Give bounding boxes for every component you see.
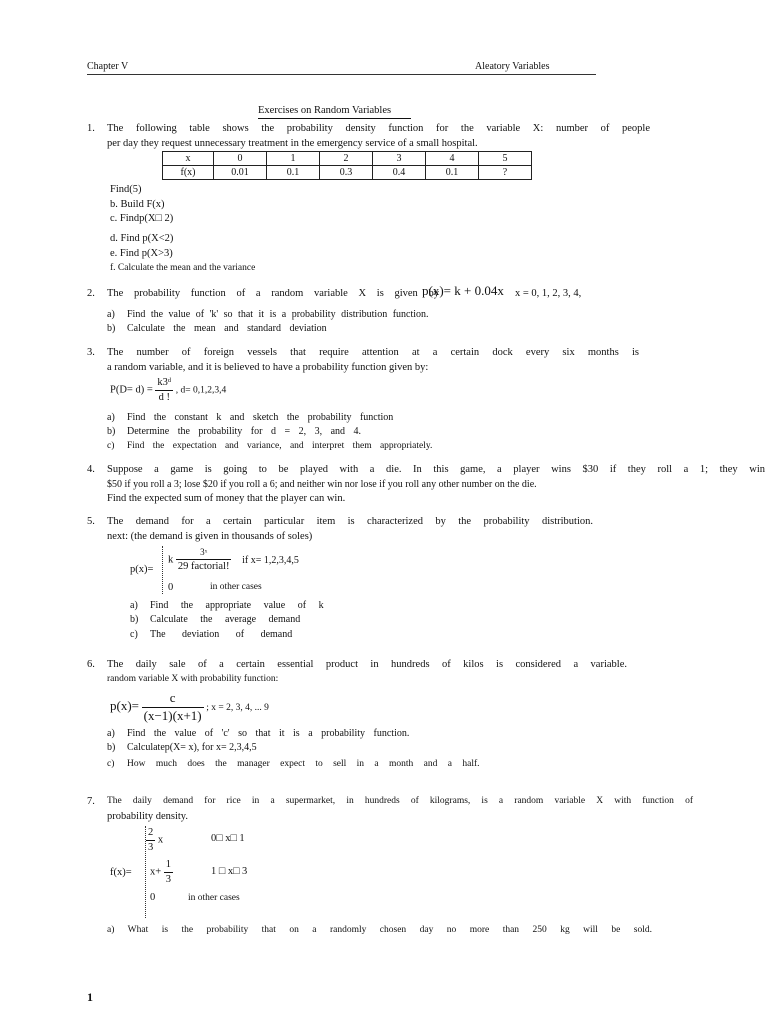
ex5-part-b xyxy=(130,613,300,626)
header-topic: Aleatory Variables xyxy=(475,61,550,72)
part-text: How much does the manager expect to sell in a month and a half. xyxy=(127,759,480,769)
part-label: b) xyxy=(107,426,116,437)
formula-fraction xyxy=(155,376,173,404)
table-cell: f(x) xyxy=(163,166,214,180)
ex2-number: 2. xyxy=(87,288,95,299)
fraction-denominator: 29 factorial! xyxy=(177,560,230,572)
part-text: Calculate the mean and standard deviation xyxy=(127,323,327,334)
ex5-part-a xyxy=(130,599,324,612)
ex5-piece2-value: 0 xyxy=(168,582,174,593)
formula-fraction xyxy=(146,826,155,854)
ex1-item-b: b. Build F(x) xyxy=(110,199,165,210)
ex3-number: 3. xyxy=(87,347,95,358)
piece-prefix: x+ xyxy=(150,866,162,878)
fraction-numerator: 2 xyxy=(146,826,155,841)
ex6-number: 6. xyxy=(87,659,95,670)
part-text: Determine the probability for d = 2, 3, and 4. xyxy=(127,426,362,437)
ex2-part-b xyxy=(107,322,327,335)
table-cell: ? xyxy=(479,166,532,180)
part-label: b) xyxy=(130,614,139,625)
part-label: a) xyxy=(107,412,115,423)
ex7-part-a xyxy=(107,924,652,936)
formula-fraction xyxy=(142,690,204,725)
fraction-denominator: d ! xyxy=(158,391,170,403)
ex7-line1: The daily demand for rice in a supermarket, in hundreds of kilograms, is a random variable X with function of xyxy=(107,796,693,806)
probability-table xyxy=(162,151,532,180)
part-label: c) xyxy=(107,441,115,451)
ex5-line2: next: (the demand is given in thousands of soles) xyxy=(107,531,313,542)
part-label: b) xyxy=(107,323,116,334)
fraction-numerator: c xyxy=(142,690,204,708)
piece-condition: if x= 1,2,3,4,5 xyxy=(242,554,299,566)
ex1-item-c: c. Findp(X□ 2) xyxy=(110,213,174,224)
ex3-part-a xyxy=(107,411,393,424)
ex3-part-b xyxy=(107,425,361,438)
ex3-formula xyxy=(110,376,226,404)
ex7-formula-lhs: f(x)= xyxy=(110,867,132,878)
part-text: Find the expectation and variance, and interpret them appropriately. xyxy=(127,441,433,451)
ex6-line2: random variable X with probability function: xyxy=(107,674,279,684)
part-text: Find the appropriate value of k xyxy=(150,600,324,611)
ex2-domain: x = 0, 1, 2, 3, 4, xyxy=(515,288,582,299)
table-row-x xyxy=(163,152,532,166)
ex7-piece3-value: 0 xyxy=(150,892,156,903)
ex5-part-c xyxy=(130,628,292,641)
fraction-denominator: 3 xyxy=(165,873,172,885)
piece-k: k xyxy=(168,554,174,566)
table-cell: 0.3 xyxy=(320,166,373,180)
part-text: Calculatep(X= x), for x= 2,3,4,5 xyxy=(127,742,257,753)
fraction-denominator: (x−1)(x+1) xyxy=(143,707,202,723)
table-cell: 3 xyxy=(373,152,426,166)
ex3-part-c xyxy=(107,440,432,452)
ex5-formula-lhs: p(x)= xyxy=(130,564,154,575)
page-number: 1 xyxy=(87,990,93,1004)
ex1-line2: per day they request unnecessary treatment in the emergency service of a small hospital. xyxy=(107,138,478,149)
ex3-line2: a random variable, and it is believed to have a probability function given by: xyxy=(107,362,429,373)
fraction-numerator: 1 xyxy=(164,858,173,873)
ex6-part-a xyxy=(107,727,409,740)
ex7-number: 7. xyxy=(87,796,95,807)
formula-fraction xyxy=(164,858,173,886)
ex5-piece2-condition: in other cases xyxy=(210,582,262,592)
part-label: a) xyxy=(107,728,115,739)
ex2-line1: The probability function of a random variable X is given by xyxy=(107,288,439,299)
ex1-number: 1. xyxy=(87,123,95,134)
part-text: The deviation of demand xyxy=(150,629,293,640)
table-cell: 5 xyxy=(479,152,532,166)
table-cell: 0 xyxy=(214,152,267,166)
ex6-formula xyxy=(110,690,269,725)
ex1-line1: The following table shows the probability density function for the variable X: number of people xyxy=(107,123,650,134)
page-title: Exercises on Random Variables xyxy=(258,104,411,119)
formula-lhs: P(D= d) = xyxy=(110,384,153,396)
ex7-piece1-condition: 0□ x□ 1 xyxy=(211,833,245,844)
fraction-numerator: k3ᵈ xyxy=(155,376,173,391)
table-cell: 4 xyxy=(426,152,479,166)
ex7-piece1 xyxy=(146,826,163,854)
part-text: Find the constant k and sketch the probability function xyxy=(127,412,394,423)
ex4-number: 4. xyxy=(87,464,95,475)
part-label: c) xyxy=(130,629,138,640)
ex6-part-c xyxy=(107,758,480,770)
part-label: b) xyxy=(107,742,116,753)
part-text: What is the probability that on a randomly chosen day no more than 250 kg will be sold. xyxy=(127,925,652,935)
table-cell: 1 xyxy=(267,152,320,166)
part-text: Find the value of 'c' so that it is a probability function. xyxy=(127,728,410,739)
table-cell: x xyxy=(163,152,214,166)
ex4-line1: Suppose a game is going to be played with a die. In this game, a player wins $30 if they roll a 1; they win xyxy=(107,464,765,475)
ex5-number: 5. xyxy=(87,516,95,527)
part-label: a) xyxy=(107,925,115,935)
ex5-line1: The demand for a certain particular item is characterized by the probability distribution. xyxy=(107,516,593,527)
table-cell: 0.01 xyxy=(214,166,267,180)
ex1-item-f: f. Calculate the mean and the variance xyxy=(110,263,256,273)
formula-domain: , d= 0,1,2,3,4 xyxy=(175,385,227,396)
table-cell: 2 xyxy=(320,152,373,166)
ex2-part-a xyxy=(107,308,429,321)
part-label: a) xyxy=(130,600,138,611)
fraction-numerator: 3ˣ xyxy=(176,547,232,560)
ex7-piece2 xyxy=(150,858,173,886)
ex7-piece3-condition: in other cases xyxy=(188,893,240,903)
header-rule xyxy=(87,74,596,75)
ex4-line2: $50 if you roll a 3; lose $20 if you roll a 6; and neither win nor lose if you roll any other number on the die. xyxy=(107,479,537,490)
ex6-line1: The daily sale of a certain essential product in hundreds of kilos is considered a variable. xyxy=(107,659,627,670)
ex6-part-b xyxy=(107,741,257,754)
ex2-formula: p(x)= k + 0.04x xyxy=(422,283,504,298)
header-chapter: Chapter V xyxy=(87,61,129,72)
table-cell: 0.1 xyxy=(267,166,320,180)
ex5-piece1 xyxy=(168,547,299,573)
part-label: c) xyxy=(107,759,115,769)
ex7-piece2-condition: 1 □ x□ 3 xyxy=(211,866,248,877)
formula-lhs: p(x)= xyxy=(110,697,139,713)
part-label: a) xyxy=(107,309,115,320)
ex1-item-e: e. Find p(X>3) xyxy=(110,248,173,259)
ex7-line2: probability density. xyxy=(107,811,188,822)
formula-domain: ; x = 2, 3, 4, ... 9 xyxy=(206,702,269,713)
piece-variable: x xyxy=(157,834,164,846)
ex4-line3: Find the expected sum of money that the player can win. xyxy=(107,493,346,504)
table-cell: 0.1 xyxy=(426,166,479,180)
table-row-fx xyxy=(163,166,532,180)
part-text: Find the value of 'k' so that it is a probability distribution function. xyxy=(127,309,429,320)
table-cell: 0.4 xyxy=(373,166,426,180)
ex1-item-d: d. Find p(X<2) xyxy=(110,233,174,244)
ex1-item-a: Find(5) xyxy=(110,184,142,195)
ex3-line1: The number of foreign vessels that require attention at a certain dock every six months is xyxy=(107,347,639,358)
formula-fraction xyxy=(176,547,232,573)
fraction-denominator: 3 xyxy=(148,841,154,853)
part-text: Calculate the average demand xyxy=(150,614,301,625)
